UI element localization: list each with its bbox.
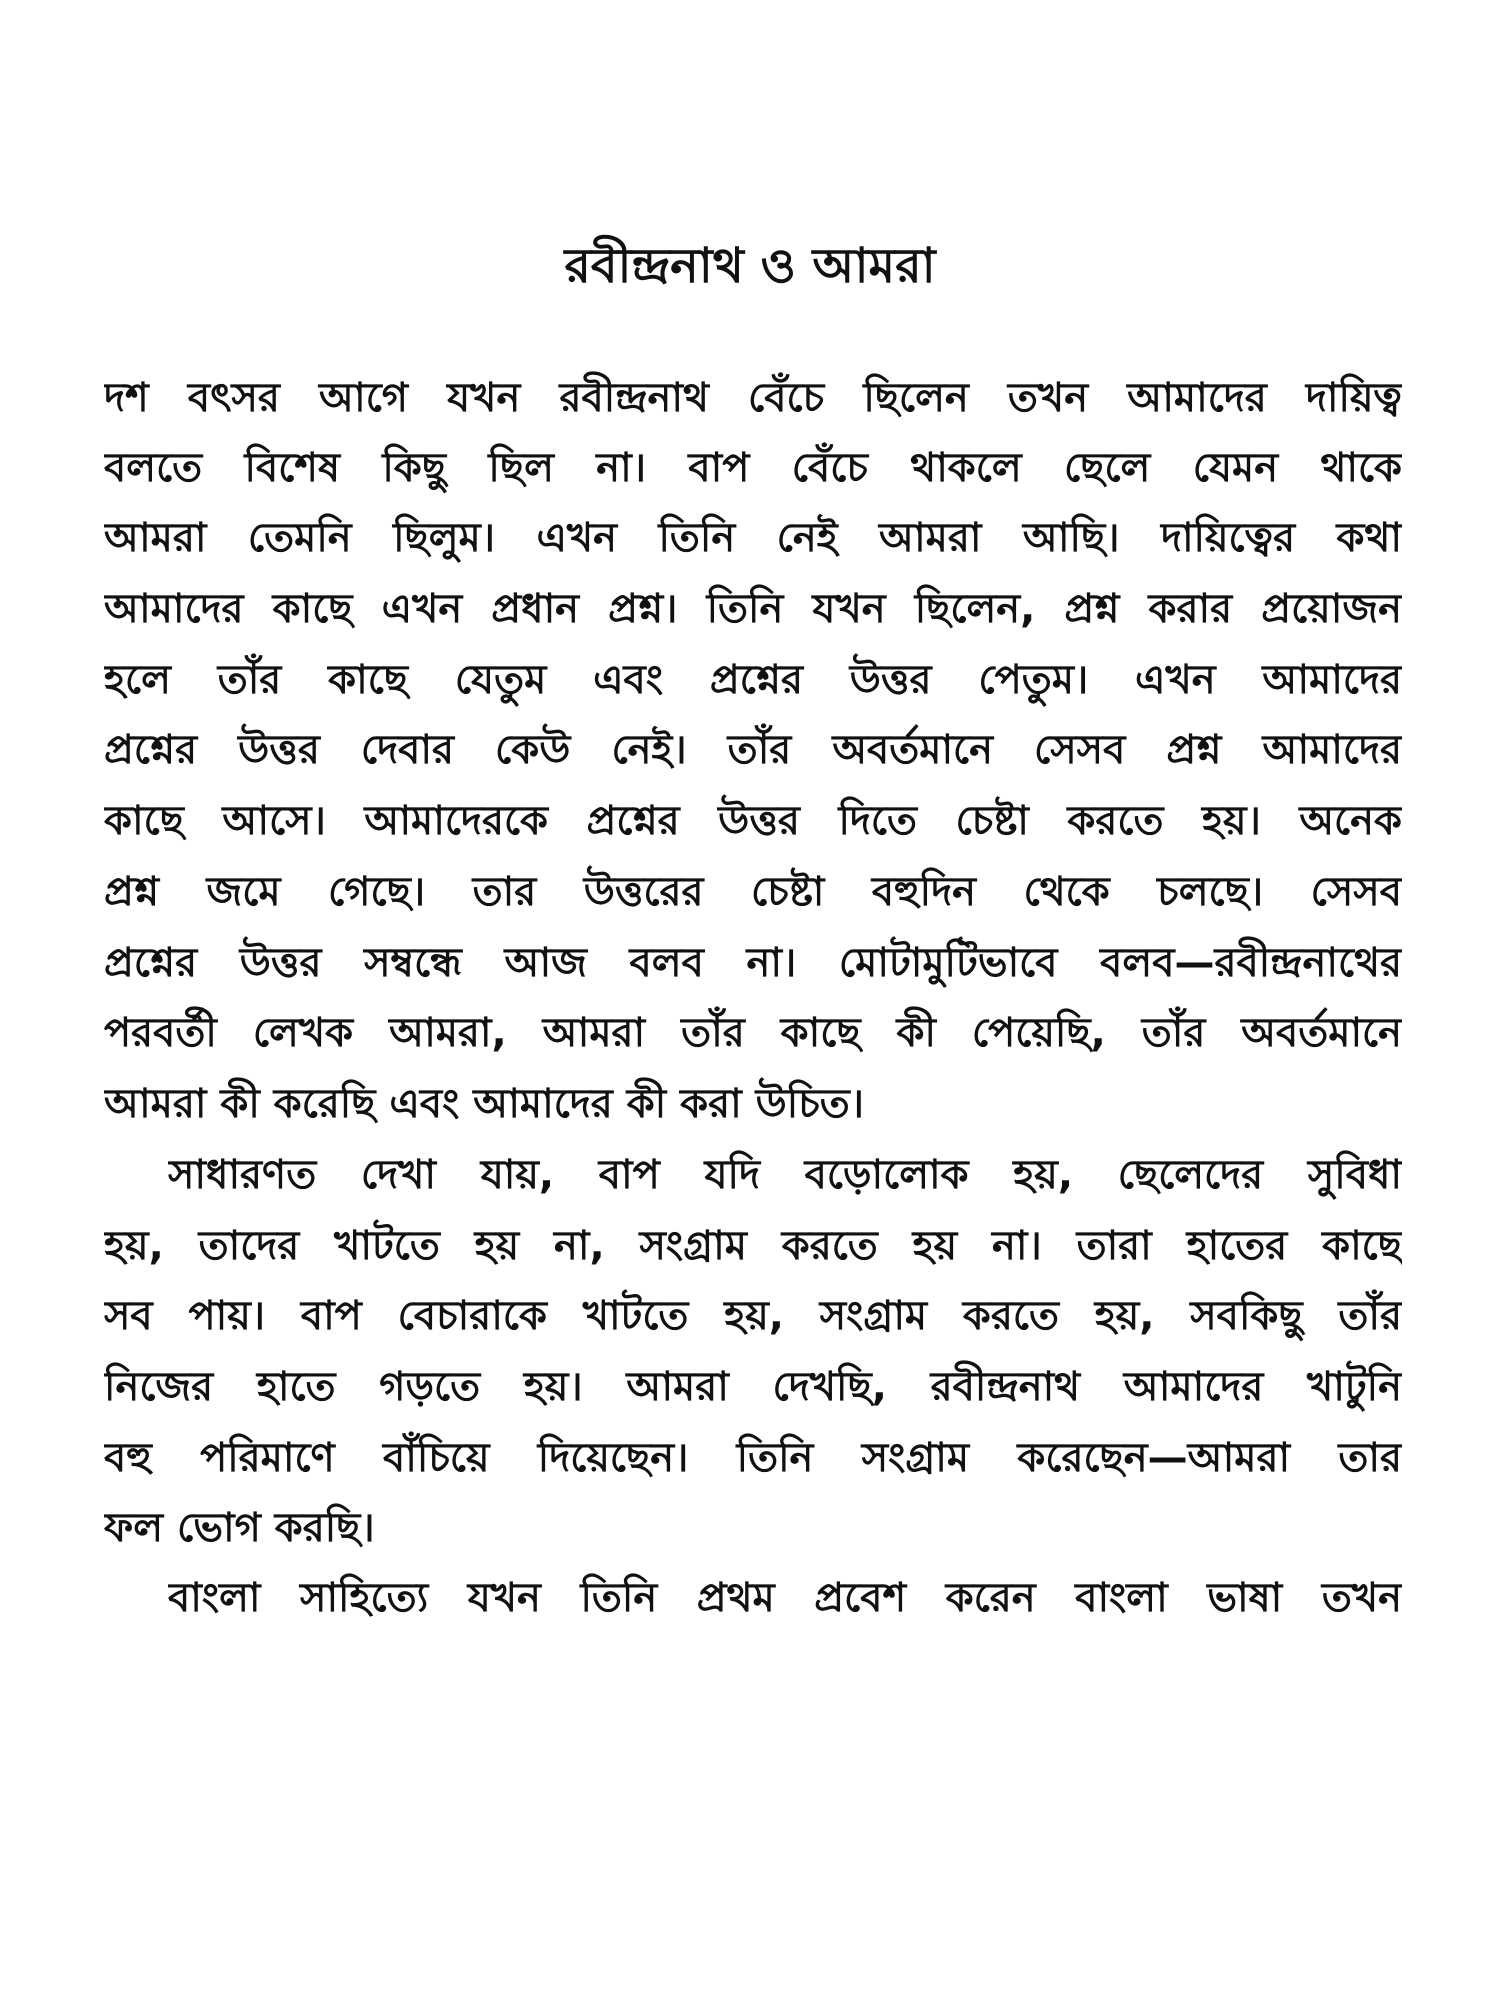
text-line: আমরা কী করেছি এবং আমাদের কী করা উচিত। bbox=[104, 1081, 865, 1127]
text-line: বলতে বিশেষ কিছু ছিল না। বাপ বেঁচে থাকলে ছেলে যেমন থাকে bbox=[104, 445, 1402, 491]
text-line: ফল ভোগ করছি। bbox=[104, 1505, 375, 1551]
text-line: বহু পরিমাণে বাঁচিয়ে দিয়েছেন। তিনি সংগ্রাম করেছেন—আমরা তার bbox=[104, 1435, 1402, 1481]
text-line: হয়, তাদের খাটতে হয় না, সংগ্রাম করতে হয় না। তারা হাতের কাছে bbox=[104, 1223, 1402, 1269]
text-line: কাছে আসে। আমাদেরকে প্রশ্নের উত্তর দিতে চেষ্টা করতে হয়। অনেক bbox=[104, 798, 1402, 844]
text-line: হলে তাঁর কাছে যেতুম এবং প্রশ্নের উত্তর পেতুম। এখন আমাদের bbox=[104, 657, 1402, 703]
text-line: প্রশ্ন জমে গেছে। তার উত্তরের চেষ্টা বহুদিন থেকে চলছে। সেসব bbox=[104, 869, 1402, 915]
text-line: প্রশ্নের উত্তর দেবার কেউ নেই। তাঁর অবর্তমানে সেসব প্রশ্ন আমাদের bbox=[104, 727, 1402, 773]
text-line: সাধারণত দেখা যায়, বাপ যদি বড়োলোক হয়, ছেলেদের সুবিধা bbox=[168, 1152, 1402, 1198]
text-line: নিজের হাতে গড়তে হয়। আমরা দেখছি, রবীন্দ্রনাথ আমাদের খাটুনি bbox=[104, 1364, 1402, 1410]
page-title: রবীন্দ্রনাথ ও আমরা bbox=[564, 238, 936, 294]
text-line: পরবর্তী লেখক আমরা, আমরা তাঁর কাছে কী পেয়েছি, তাঁর অবর্তমানে bbox=[104, 1010, 1402, 1056]
text-line: প্রশ্নের উত্তর সম্বন্ধে আজ বলব না। মোটামুটিভাবে বলব—রবীন্দ্রনাথের bbox=[104, 940, 1402, 986]
text-line: আমাদের কাছে এখন প্রধান প্রশ্ন। তিনি যখন ছিলেন, প্রশ্ন করার প্রয়োজন bbox=[104, 586, 1402, 632]
text-line: সব পায়। বাপ বেচারাকে খাটতে হয়, সংগ্রাম করতে হয়, সবকিছু তাঁর bbox=[104, 1293, 1402, 1339]
text-line: বাংলা সাহিত্যে যখন তিনি প্রথম প্রবেশ করেন বাংলা ভাষা তখন bbox=[168, 1575, 1402, 1621]
text-line: আমরা তেমনি ছিলুম। এখন তিনি নেই আমরা আছি। দায়িত্বের কথা bbox=[104, 515, 1402, 561]
text-line: দশ বৎসর আগে যখন রবীন্দ্রনাথ বেঁচে ছিলেন তখন আমাদের দায়িত্ব bbox=[104, 375, 1402, 421]
